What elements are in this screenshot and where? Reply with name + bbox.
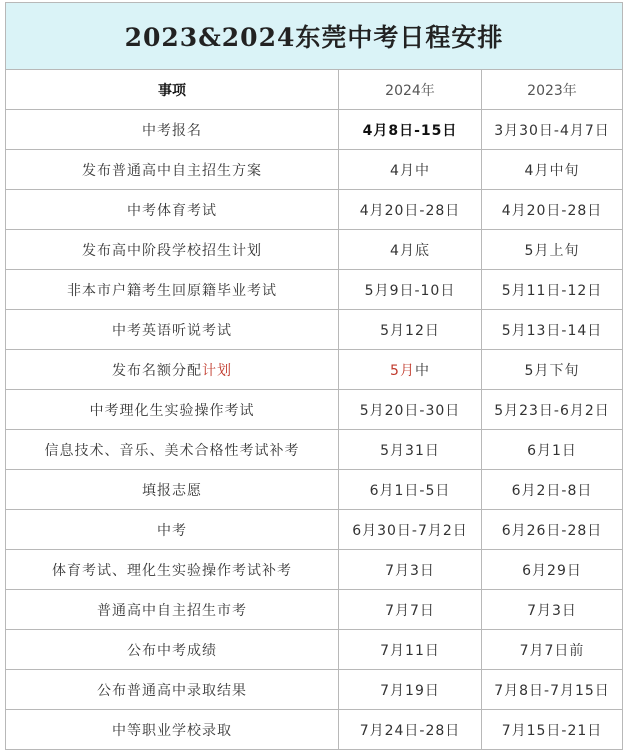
row-2024: 6月1日-5日: [339, 470, 482, 510]
header-item: 事项: [6, 70, 339, 110]
table-row: [6, 230, 623, 270]
table-row: [6, 390, 623, 430]
row-2024: 7月7日: [339, 590, 482, 630]
row-2024: 7月3日: [339, 550, 482, 590]
row-2023: 4月20日-28日: [482, 190, 623, 230]
row-2023: 7月15日-21日: [482, 710, 623, 750]
table-row: [6, 350, 623, 390]
row-2023: 6月1日: [482, 430, 623, 470]
table-row: [6, 670, 623, 710]
row-2024: 4月底: [339, 230, 482, 270]
table-row: [6, 470, 623, 510]
row-item-part: 发布名额分配: [112, 362, 202, 379]
row-item: 公布中考成绩: [6, 630, 339, 670]
row-2024: 5月31日: [339, 430, 482, 470]
table-row: [6, 110, 623, 150]
row-2023: 7月7日前: [482, 630, 623, 670]
row-item: 发布普通高中自主招生方案: [6, 150, 339, 190]
row-2024: 5月9日-10日: [339, 270, 482, 310]
row-item: 信息技术、音乐、美术合格性考试补考: [6, 430, 339, 470]
title-row: [6, 3, 623, 70]
row-item: 填报志愿: [6, 470, 339, 510]
schedule-table: [5, 2, 623, 750]
row-2024: 5月20日-30日: [339, 390, 482, 430]
row-2024: 4月中: [339, 150, 482, 190]
row-item: 体育考试、理化生实验操作考试补考: [6, 550, 339, 590]
table-row: [6, 590, 623, 630]
header-2024: 2024年: [339, 70, 482, 110]
row-2024: 7月11日: [339, 630, 482, 670]
page-title: 2023&2024东莞中考日程安排: [6, 3, 623, 70]
row-2023: 5月23日-6月2日: [482, 390, 623, 430]
row-2023: 6月2日-8日: [482, 470, 623, 510]
row-item: [6, 350, 339, 390]
row-item: 公布普通高中录取结果: [6, 670, 339, 710]
row-item: 中考英语听说考试: [6, 310, 339, 350]
table-row: [6, 310, 623, 350]
row-2024: 6月30日-7月2日: [339, 510, 482, 550]
row-2023: 7月3日: [482, 590, 623, 630]
row-2023: 5月11日-12日: [482, 270, 623, 310]
row-2024: 5月12日: [339, 310, 482, 350]
row-item: 发布高中阶段学校招生计划: [6, 230, 339, 270]
row-2024: 7月19日: [339, 670, 482, 710]
table-row: [6, 630, 623, 670]
row-item: 中考报名: [6, 110, 339, 150]
row-2023: 7月8日-7月15日: [482, 670, 623, 710]
row-2023: 6月26日-28日: [482, 510, 623, 550]
table-row: [6, 550, 623, 590]
row-2023: 5月下旬: [482, 350, 623, 390]
row-2024: [339, 350, 482, 390]
row-item: 中等职业学校录取: [6, 710, 339, 750]
row-2024-part: 月: [399, 362, 415, 379]
header-2023: 2023年: [482, 70, 623, 110]
table-row: [6, 430, 623, 470]
row-2023: 3月30日-4月7日: [482, 110, 623, 150]
header-row: [6, 70, 623, 110]
row-2024-part: 5: [390, 362, 400, 379]
row-item: 中考理化生实验操作考试: [6, 390, 339, 430]
table-row: [6, 190, 623, 230]
row-2024: 4月20日-28日: [339, 190, 482, 230]
row-2023: 5月上旬: [482, 230, 623, 270]
table-row: [6, 710, 623, 750]
row-item: 非本市户籍考生回原籍毕业考试: [6, 270, 339, 310]
row-item: 普通高中自主招生市考: [6, 590, 339, 630]
row-2023: 4月中旬: [482, 150, 623, 190]
table-row: [6, 150, 623, 190]
table-row: [6, 510, 623, 550]
row-2024-part: 中: [414, 362, 430, 379]
row-item: 中考: [6, 510, 339, 550]
row-item: 中考体育考试: [6, 190, 339, 230]
row-2023: 5月13日-14日: [482, 310, 623, 350]
row-2023: 6月29日: [482, 550, 623, 590]
table-row: [6, 270, 623, 310]
row-2024: 7月24日-28日: [339, 710, 482, 750]
row-item-part-highlight: 计划: [202, 362, 232, 379]
row-2024: 4月8日-15日: [339, 110, 482, 150]
